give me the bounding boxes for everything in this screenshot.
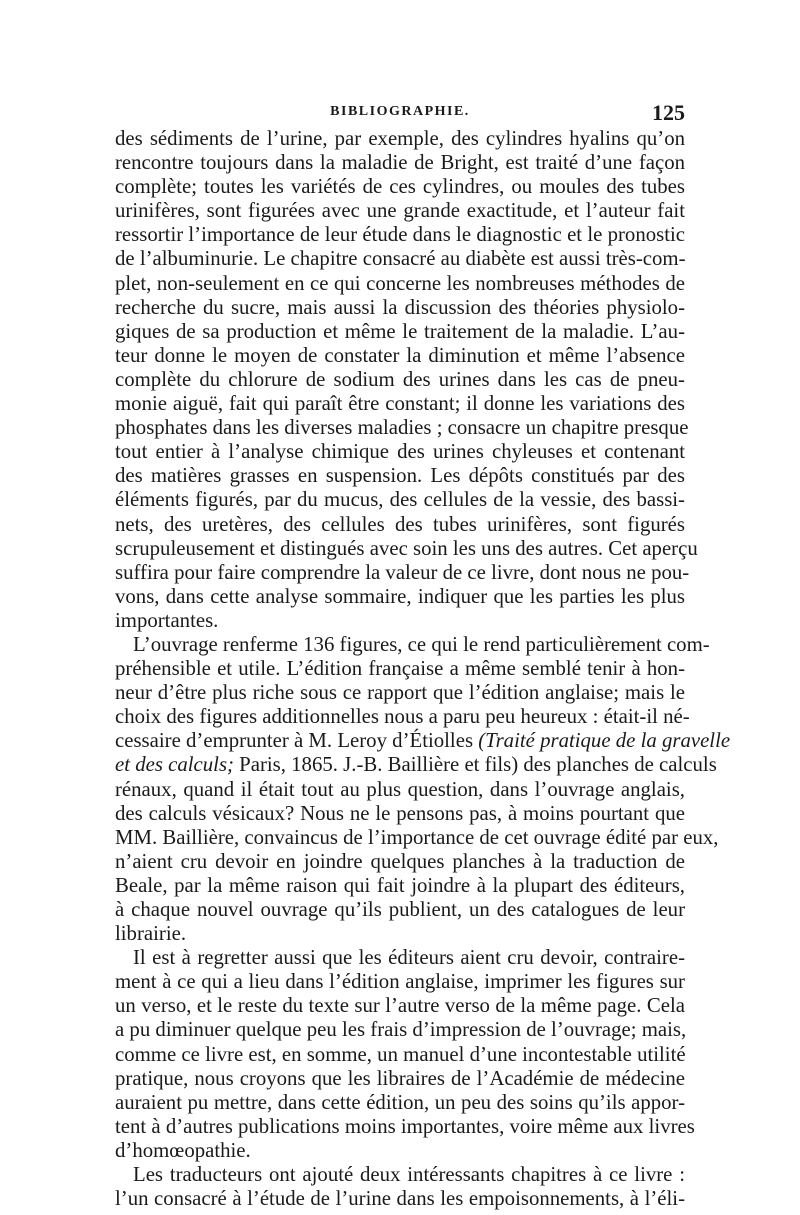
text-line: comme ce livre est, en somme, un manuel d’une incontestable utilité	[115, 1042, 686, 1066]
text-line: ment à ce qui a lieu dans l’édition anglaise, imprimer les figures sur	[115, 970, 685, 994]
text-line: l’un consacré à l’étude de l’urine dans les empoisonnements, à l’éli-	[115, 1187, 685, 1211]
text-line: de l’albuminurie. Le chapitre consacré au diabète est aussi très-com-	[115, 247, 686, 271]
text-line: tent à d’autres publications moins importantes, voire même aux livres	[115, 1114, 695, 1138]
text-line: Beale, par la même raison qui fait joindre à la plupart des éditeurs,	[115, 873, 685, 897]
text-line: des calculs vésicaux? Nous ne le pensons pas, à moins pourtant que	[115, 801, 685, 825]
page-number: 125	[652, 100, 685, 125]
text-line: auraient pu mettre, dans cette édition, un peu des soins qu’ils appor-	[115, 1090, 685, 1114]
text-line: complète; toutes les variétés de ces cylindres, ou moules des tubes	[115, 175, 685, 199]
text-line: Les traducteurs ont ajouté deux intéressants chapitres à ce livre :	[133, 1163, 685, 1187]
text-line: plet, non-seulement en ce qui concerne les nombreuses méthodes de	[115, 271, 685, 295]
paragraph-end-line: librairie.	[115, 922, 187, 946]
text-line-with-italic	[115, 753, 717, 777]
text-line: a pu diminuer quelque peu les frais d’impression de l’ouvrage; mais,	[115, 1018, 687, 1042]
running-title: BIBLIOGRAPHIE.	[330, 104, 470, 119]
text-line: des sédiments de l’urine, par exemple, des cylindres hyalins qu’on	[115, 127, 685, 150]
text-line: phosphates dans les diverses maladies ; consacre un chapitre presque	[115, 416, 689, 440]
text-line: recherche du sucre, mais aussi la discussion des théories physiolo-	[115, 295, 685, 319]
text-line: Il est à regretter aussi que les éditeurs aient cru devoir, contraire-	[133, 946, 685, 970]
italic-book-title-cont: et des calculs;	[115, 753, 234, 777]
text-line: urinifères, sont figurées avec une grande exactitude, et l’auteur fait	[115, 199, 685, 223]
text-line: à chaque nouvel ouvrage qu’ils publient, un des catalogues de leur	[115, 898, 685, 921]
body-text	[115, 127, 731, 1211]
text-line: pratique, nous croyons que les libraires de l’Académie de médecine	[115, 1066, 685, 1090]
text-line: éléments figurés, par du mucus, des cellules de la vessie, des bassi-	[115, 488, 685, 512]
text-line: n’aient cru devoir en joindre quelques planches à la traduction de	[115, 849, 685, 873]
text-line: vons, dans cette analyse sommaire, indiquer que les parties les plus	[115, 584, 685, 608]
text-line: choix des figures additionnelles nous a paru peu heureux : était-il né-	[115, 705, 690, 729]
text-line: nets, des uretères, des cellules des tubes urinifères, sont figurés	[115, 512, 685, 536]
text-line: ressortir l’importance de leur étude dans le diagnostic et le pronostic	[115, 223, 685, 247]
running-head	[115, 100, 685, 124]
text-line: tout entier à l’analyse chimique des urines chyleuses et contenant	[115, 440, 685, 464]
text-line: rencontre toujours dans la maladie de Bright, est traité d’une façon	[115, 151, 685, 175]
text-line: MM. Baillière, convaincus de l’importance de cet ouvrage édité par eux,	[115, 825, 719, 849]
text-line: neur d’être plus riche sous ce rapport que l’édition anglaise; mais le	[115, 681, 685, 705]
text-line: monie aiguë, fait qui paraît être constant; il donne les variations des	[115, 392, 685, 416]
paragraph-end-line: importantes.	[115, 608, 219, 632]
text-run: Paris, 1865. J.-B. Baillière et fils) des planches de calculs	[233, 753, 717, 777]
text-run: cessaire d’emprunter à M. Leroy d’Étiolles	[115, 729, 479, 753]
text-line: des matières grasses en suspension. Les dépôts constitués par des	[115, 464, 685, 488]
text-line: suffira pour faire comprendre la valeur de ce livre, dont nous ne pou-	[115, 560, 690, 584]
paragraph-end-line: d’homœopathie.	[115, 1138, 251, 1162]
text-line: giques de sa production et même le traitement de la maladie. L’au-	[115, 319, 685, 343]
text-line: L’ouvrage renferme 136 figures, ce qui le rend particulièrement com-	[133, 632, 710, 656]
text-line: teur donne le moyen de constater la diminution et même l’absence	[115, 343, 685, 367]
text-line: un verso, et le reste du texte sur l’autre verso de la même page. Cela	[115, 994, 685, 1018]
text-line: rénaux, quand il était tout au plus question, dans l’ouvrage anglais,	[115, 777, 685, 801]
text-line-with-italic	[115, 729, 731, 753]
text-line: scrupuleusement et distingués avec soin les uns des autres. Cet aperçu	[115, 536, 698, 560]
text-line: préhensible et utile. L’édition française a même semblé tenir à hon-	[115, 657, 685, 681]
text-line: complète du chlorure de sodium des urines dans les cas de pneu-	[115, 367, 685, 391]
italic-book-title: (Traité pratique de la gravelle	[478, 729, 731, 753]
